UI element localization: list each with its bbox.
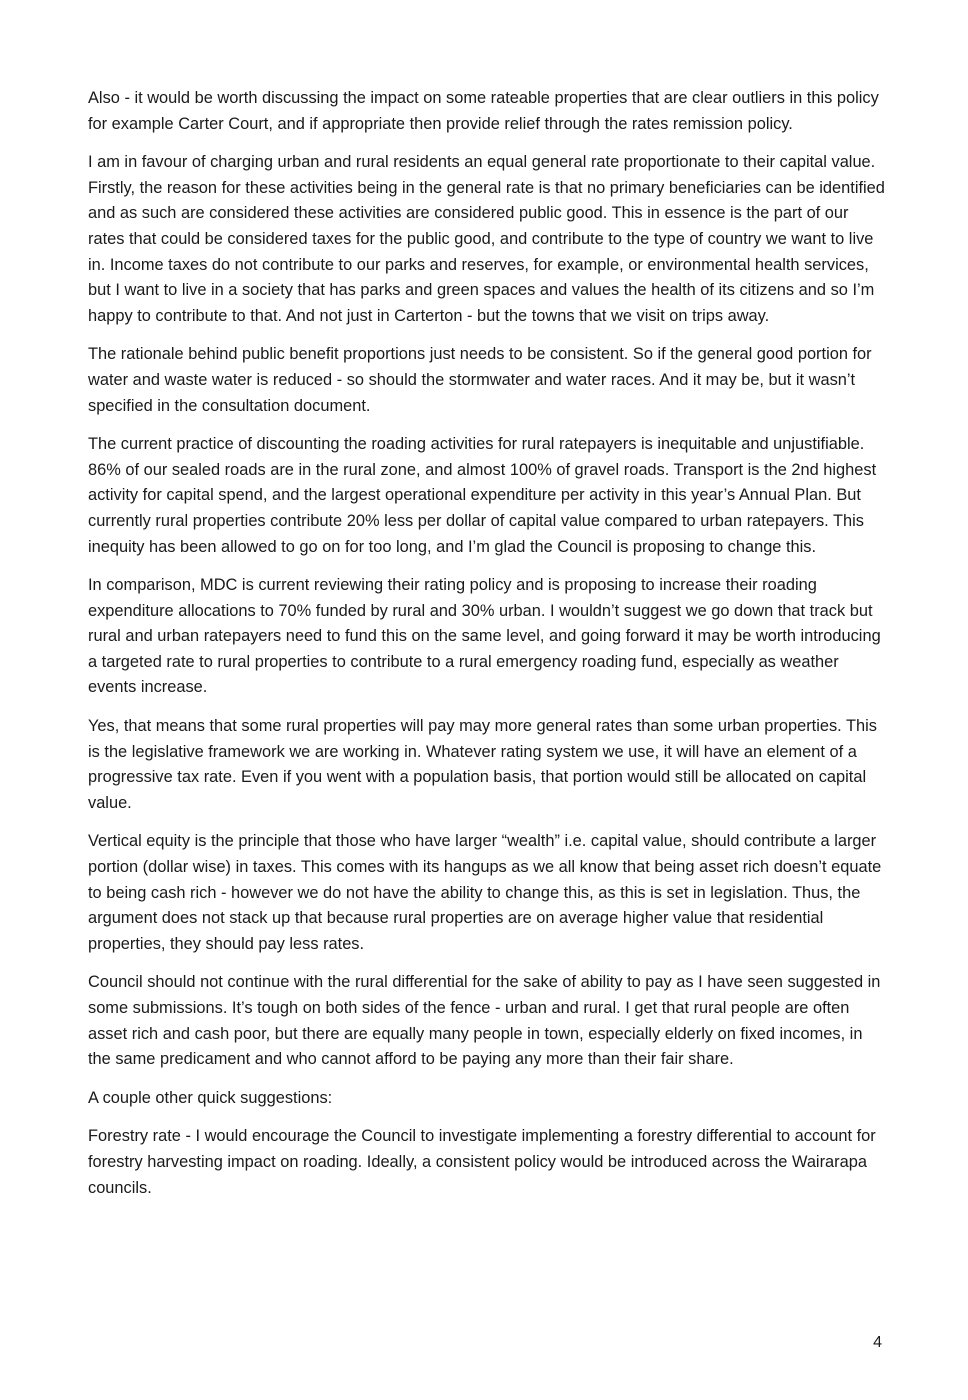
paragraph-quick-suggestions: A couple other quick suggestions: — [88, 1088, 333, 1107]
paragraph-legislative-framework: Yes, that means that some rural properties will pay may more general rates than some urban properties. This is the legislative framework we are working in. Whatever rating system we use, it will have an element of a progressive tax rate. Even if you went with a population basis, that portion would still be allocated on capital value. — [88, 717, 877, 812]
document-body — [88, 86, 888, 1214]
paragraph-mdc-comparison: In comparison, MDC is current reviewing their rating policy and is proposing to increase their roading expenditure allocations to 70% funded by rural and 30% urban. I wouldn’t suggest we go down that track but rural and urban ratepayers need to fund this on the same level, and going forward it may be worth introducing a targeted rate to rural properties to contribute to a rural emergency roading fund, especially as weather events increase. — [88, 576, 881, 697]
paragraph-public-benefit: The rationale behind public benefit proportions just needs to be consistent. So if the general good portion for water and waste water is reduced - so should the stormwater and water races. And it may be, but it wasn’t specified in the consultation document. — [88, 345, 872, 415]
page-number: 4 — [873, 1334, 882, 1351]
paragraph-roading-discount: The current practice of discounting the roading activities for rural ratepayers is inequitable and unjustifiable. 86% of our sealed roads are in the rural zone, and almost 100% of gravel roads. Transport is the 2nd highest activity for capital spend, and the largest operational expenditure per activity in this year’s Annual Plan. But currently rural properties contribute 20% less per dollar of capital value compared to urban ratepayers. This inequity has been allowed to go on for too long, and I’m glad the Council is proposing to change this. — [88, 435, 877, 556]
paragraph-outliers: Also - it would be worth discussing the impact on some rateable properties that are clear outliers in this policy for example Carter Court, and if appropriate then provide relief through the rates remission policy. — [88, 89, 879, 133]
paragraph-vertical-equity: Vertical equity is the principle that those who have larger “wealth” i.e. capital value, should contribute a larger portion (dollar wise) in taxes. This comes with its hangups as we all know that being asset rich doesn’t equate to being cash rich - however we do not have the ability to change this, as this is set in legislation. Thus, the argument does not stack up that because rural properties are on average higher value that residential properties, they should pay less rates. — [88, 832, 882, 953]
paragraph-forestry-rate: Forestry rate - I would encourage the Council to investigate implementing a forestry differential to account for forestry harvesting impact on roading. Ideally, a consistent policy would be introduced across the Wairarapa councils. — [88, 1127, 876, 1197]
paragraph-rural-differential: Council should not continue with the rural differential for the sake of ability to pay as I have seen suggested in some submissions. It’s tough on both sides of the fence - urban and rural. I get that rural people are often asset rich and cash poor, but there are equally many people in town, especially elderly on fixed incomes, in the same predicament and who cannot afford to be paying any more than their fair share. — [88, 973, 881, 1069]
paragraph-equal-general-rate: I am in favour of charging urban and rural residents an equal general rate proportionate to their capital value. Firstly, the reason for these activities being in the general rate is that no primary beneficiaries can be identified and as such are considered these activities are considered public good. This in essence is the part of our rates that could be considered taxes for the public good, and contribute to the type of country we want to live in. Income taxes do not contribute to our parks and reserves, for example, or environmental health services, but I want to live in a society that has parks and green spaces and values the health of its citizens and so I’m happy to contribute to that. And not just in Carterton - but the towns that we visit on trips away. — [88, 153, 885, 325]
